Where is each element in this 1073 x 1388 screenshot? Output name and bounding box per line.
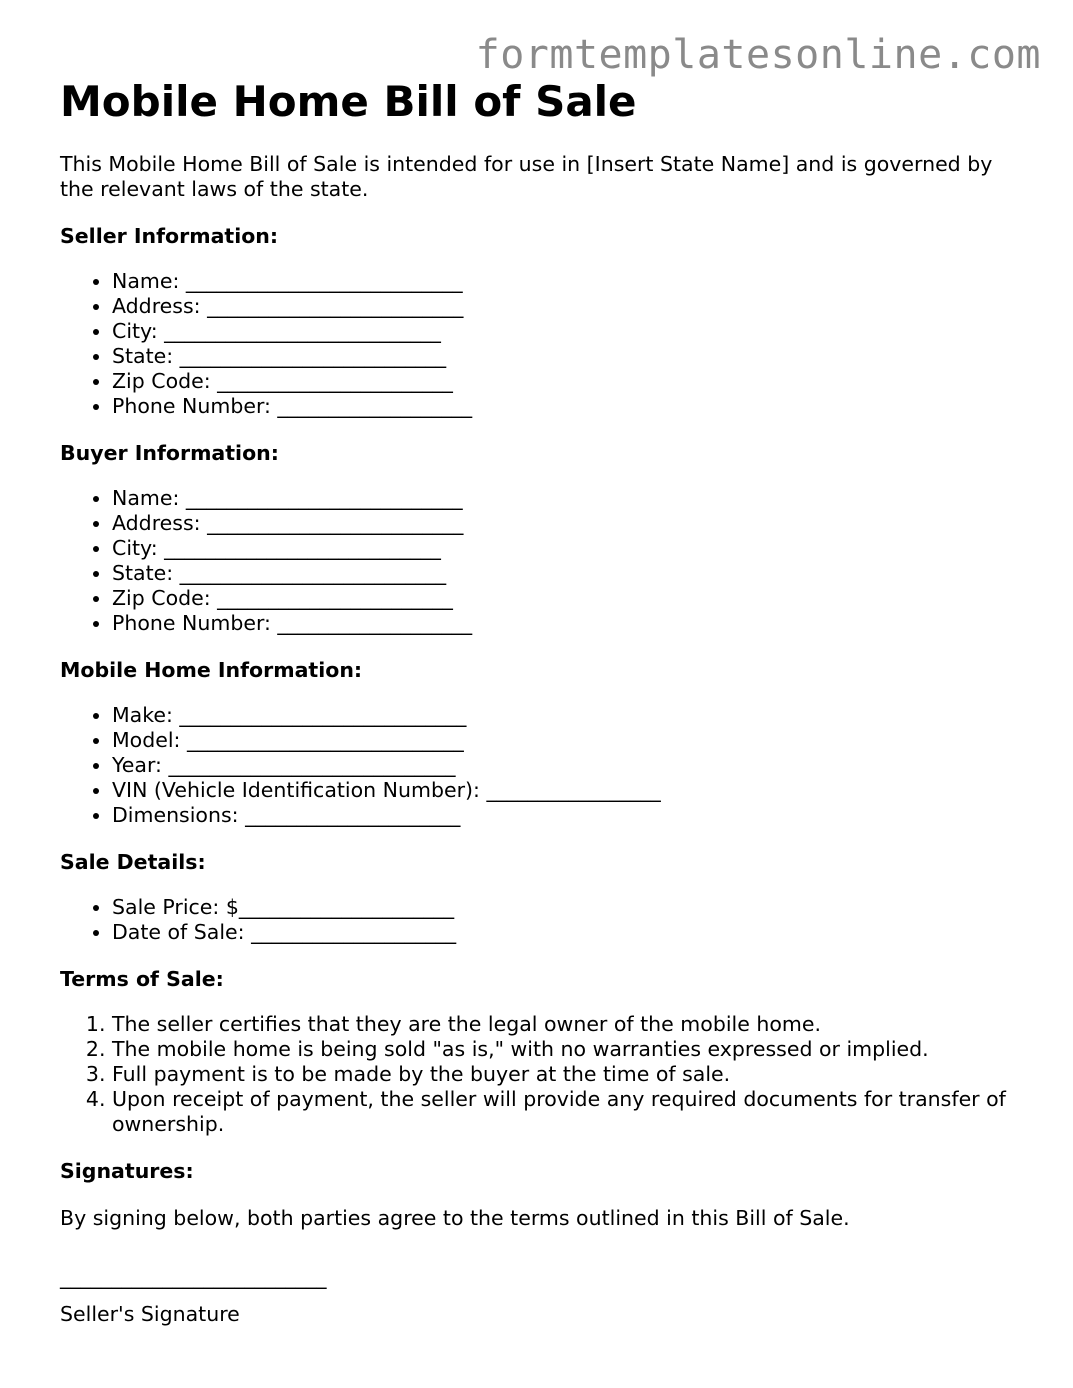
home-model-field[interactable]: • Model: ___________________________ (112, 728, 1030, 753)
buyer-heading: Buyer Information: (60, 441, 279, 465)
home-vin-field[interactable]: • VIN (Vehicle Identification Number): _________________ (112, 778, 1030, 803)
document-page (60, 74, 1030, 1327)
watermark: formtemplatesonline.com (475, 32, 1041, 78)
buyer-city-field[interactable]: • City: ___________________________ (112, 536, 1030, 561)
sale-list (60, 895, 1030, 945)
term-item: 4. Upon receipt of payment, the seller will provide any required documents for transfer of ownership. (112, 1087, 1030, 1137)
seller-signature-label: Seller's Signature (60, 1302, 240, 1326)
buyer-list (60, 486, 1030, 636)
buyer-state-field[interactable]: • State: __________________________ (112, 561, 1030, 586)
seller-signature-line[interactable]: __________________________ (60, 1265, 327, 1289)
home-year-field[interactable]: • Year: ____________________________ (112, 753, 1030, 778)
seller-address-field[interactable]: • Address: _________________________ (112, 294, 1030, 319)
seller-state-field[interactable]: • State: __________________________ (112, 344, 1030, 369)
seller-zip-field[interactable]: • Zip Code: _______________________ (112, 369, 1030, 394)
buyer-phone-field[interactable]: • Phone Number: ___________________ (112, 611, 1030, 636)
terms-list (60, 1012, 1030, 1137)
signatures-heading: Signatures: (60, 1159, 194, 1183)
terms-heading: Terms of Sale: (60, 967, 224, 991)
intro-text: This Mobile Home Bill of Sale is intended for use in [Insert State Name] and is governed by the relevant laws of the state. (60, 152, 993, 201)
sale-date-field[interactable]: • Date of Sale: ____________________ (112, 920, 1030, 945)
seller-phone-field[interactable]: • Phone Number: ___________________ (112, 394, 1030, 419)
buyer-address-field[interactable]: • Address: _________________________ (112, 511, 1030, 536)
home-heading: Mobile Home Information: (60, 658, 363, 682)
seller-name-field[interactable]: • Name: ___________________________ (112, 269, 1030, 294)
term-item: 3. Full payment is to be made by the buyer at the time of sale. (112, 1062, 1030, 1087)
term-item: 2. The mobile home is being sold "as is," with no warranties expressed or implied. (112, 1037, 1030, 1062)
buyer-name-field[interactable]: • Name: ___________________________ (112, 486, 1030, 511)
seller-heading: Seller Information: (60, 224, 279, 248)
seller-city-field[interactable]: • City: ___________________________ (112, 319, 1030, 344)
home-list (60, 703, 1030, 828)
home-make-field[interactable]: • Make: ____________________________ (112, 703, 1030, 728)
seller-list (60, 269, 1030, 419)
buyer-zip-field[interactable]: • Zip Code: _______________________ (112, 586, 1030, 611)
sale-heading: Sale Details: (60, 850, 206, 874)
sale-price-field[interactable]: • Sale Price: $_____________________ (112, 895, 1030, 920)
signatures-note: By signing below, both parties agree to the terms outlined in this Bill of Sale. (60, 1206, 850, 1230)
term-item: 1. The seller certifies that they are the legal owner of the mobile home. (112, 1012, 1030, 1037)
page-title: Mobile Home Bill of Sale (60, 77, 637, 126)
home-dimensions-field[interactable]: • Dimensions: _____________________ (112, 803, 1030, 828)
